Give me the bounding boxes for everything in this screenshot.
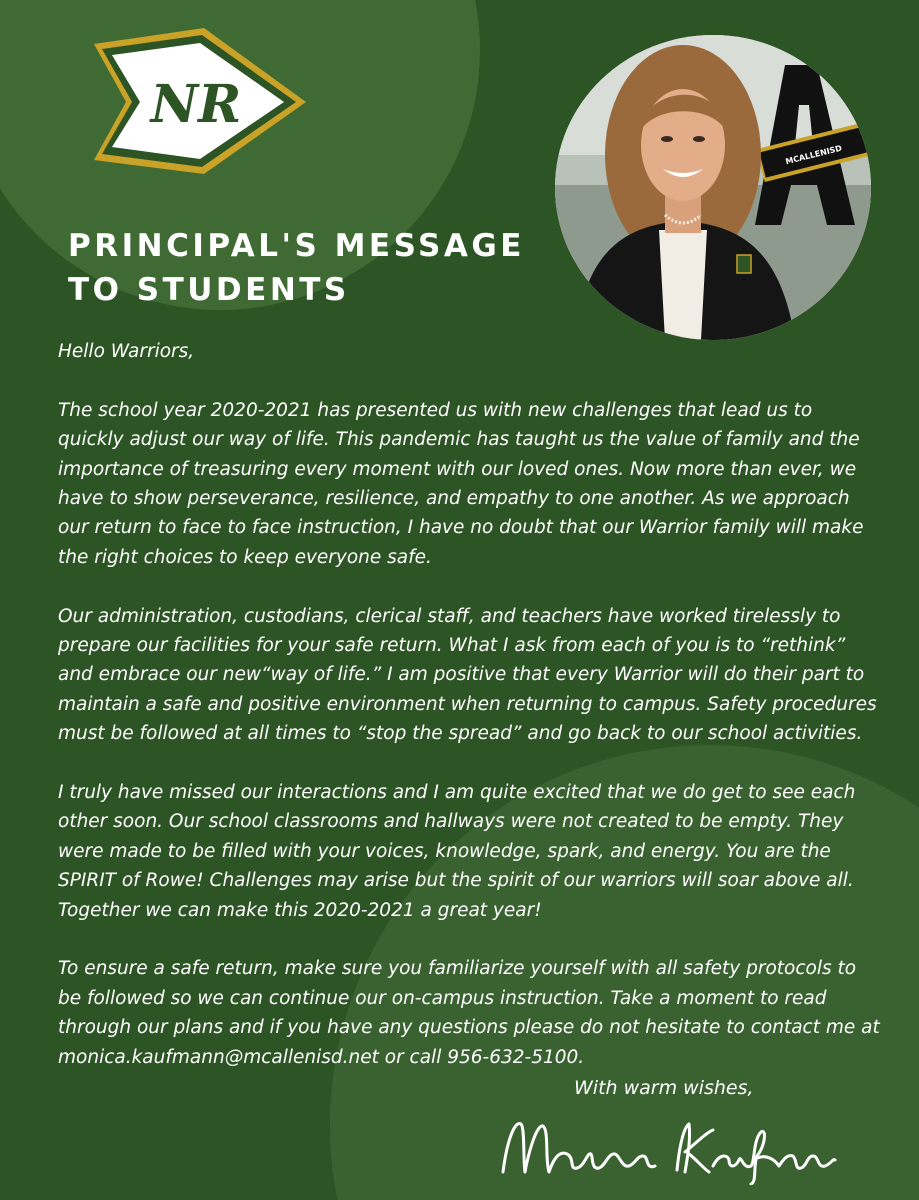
logo-letters: NR xyxy=(150,74,242,135)
title-line-2: TO STUDENTS xyxy=(68,272,350,308)
paragraph-line: I truly have missed our interactions and I am quite excited that we do get to see each xyxy=(58,782,856,804)
paragraph-line: quickly adjust our way of life. This pandemic has taught us the value of family and the xyxy=(58,429,860,451)
paragraph-line: other soon. Our school classrooms and hallways were not created to be empty. They xyxy=(58,811,844,833)
paragraph-line: the right choices to keep everyone safe. xyxy=(58,546,432,568)
paragraph-line: our return to face to face instruction, I have no doubt that our Warrior family will make xyxy=(58,517,864,539)
title-line-1: PRINCIPAL'S MESSAGE xyxy=(68,228,525,264)
principal-photo xyxy=(555,35,871,340)
paragraph-line: were made to be filled with your voices, knowledge, spark, and energy. You are the xyxy=(58,840,831,862)
letter-paragraph-3 xyxy=(58,778,878,925)
paragraph-line: SPIRIT of Rowe! Challenges may arise but the spirit of our warriors will soar above all. xyxy=(58,870,854,892)
paragraph-line: The school year 2020-2021 has presented us with new challenges that lead us to xyxy=(58,399,813,421)
letter-closing: With warm wishes, xyxy=(574,1077,754,1099)
letter-greeting: Hello Warriors, xyxy=(58,341,195,362)
paragraph-line: must be followed at all times to “stop the spread” and go back to our school activities. xyxy=(58,723,863,745)
paragraph-line: To ensure a safe return, make sure you familiarize yourself with all safety protocols to xyxy=(58,958,857,980)
arrowhead-logo-icon xyxy=(84,24,310,182)
paragraph-line: through our plans and if you have any questions please do not hesitate to contact me at xyxy=(58,1017,880,1039)
paragraph-line: have to show perseverance, resilience, and empathy to one another. As we approach xyxy=(58,488,850,510)
paragraph-line: importance of treasuring every moment with our loved ones. Now more than ever, we xyxy=(58,458,857,480)
paragraph-line: monica.kaufmann@mcallenisd.net or call 956-632-5100. xyxy=(58,1046,585,1068)
photo-badge-text: MCALLENISD xyxy=(784,143,843,167)
paragraph-line: and embrace our new“way of life.” I am positive that every Warrior will do their part to xyxy=(58,664,865,686)
page-title xyxy=(68,224,525,312)
paragraph-line: Together we can make this 2020-2021 a great year! xyxy=(58,899,542,921)
paragraph-line: be followed so we can continue our on-campus instruction. Take a moment to read xyxy=(58,987,827,1009)
principal-portrait-icon xyxy=(555,35,871,340)
letter-paragraph-1 xyxy=(58,396,878,572)
paragraph-line: maintain a safe and positive environment when returning to campus. Safety procedures xyxy=(58,693,877,715)
letter-paragraph-2 xyxy=(58,602,878,749)
letter-paragraph-4 xyxy=(58,954,878,1072)
paragraph-line: Our administration, custodians, clerical staff, and teachers have worked tirelessly to xyxy=(58,605,841,627)
signature-icon xyxy=(495,1110,840,1185)
paragraph-line: prepare our facilities for your safe return. What I ask from each of you is to “rethink” xyxy=(58,635,846,657)
letter-body xyxy=(58,337,878,1072)
